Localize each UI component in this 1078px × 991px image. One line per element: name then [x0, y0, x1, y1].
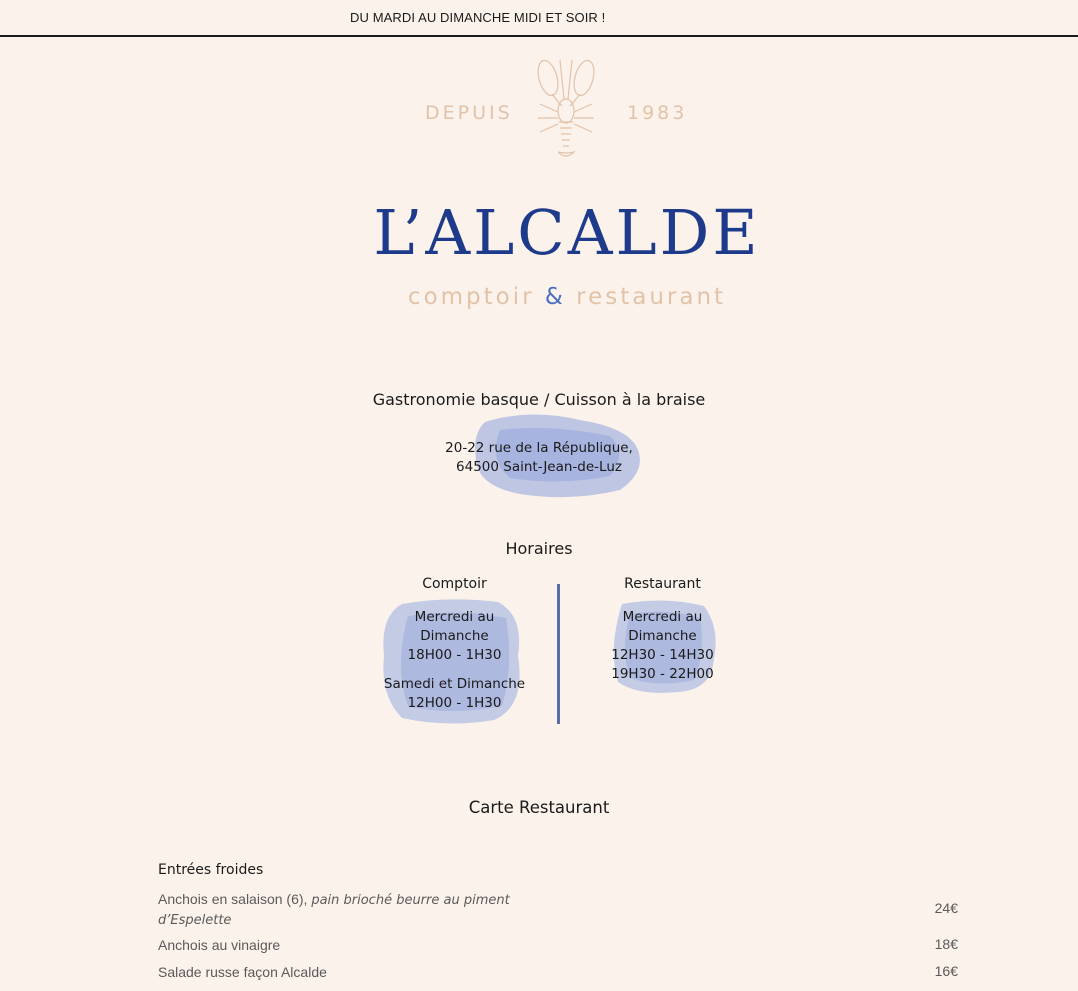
comptoir-line-3: 18H00 - 1H30 — [407, 647, 502, 663]
tagline-restaurant: restaurant — [576, 284, 727, 310]
menu-item-price: 16€ — [934, 963, 958, 979]
menu-item-name-block — [158, 963, 518, 982]
since-word: DEPUIS — [425, 102, 513, 124]
address-line-1: 20-22 rue de la République, — [445, 440, 633, 456]
announcement-text: DU MARDI AU DIMANCHE MIDI ET SOIR ! — [350, 10, 606, 25]
comptoir-line-1: Mercredi au — [414, 609, 495, 625]
menu-item-name: Anchois au vinaigre — [158, 937, 281, 953]
tagline-comptoir: comptoir — [407, 284, 535, 310]
menu-item-name-block — [158, 936, 518, 955]
restaurant-hours — [580, 575, 745, 684]
cuisine-subtitle: Gastronomie basque / Cuisson à la braise — [372, 390, 706, 409]
tagline-ampersand: & — [544, 284, 566, 310]
restaurant-line-4: 19H30 - 22H00 — [611, 666, 714, 682]
hours-divider — [557, 584, 560, 724]
restaurant-line-3: 12H30 - 14H30 — [611, 647, 714, 663]
comptoir-line-5: 12H00 - 1H30 — [407, 695, 502, 711]
menu-item-name: Anchois en salaison (6), — [158, 891, 308, 907]
hours-heading: Horaires — [505, 539, 573, 558]
address-block — [0, 439, 1078, 477]
restaurant-title: Restaurant — [624, 576, 701, 592]
comptoir-line-2: Dimanche — [420, 628, 489, 644]
restaurant-tagline — [28, 284, 1078, 310]
menu-heading: Carte Restaurant — [468, 798, 610, 817]
menu-item-price: 24€ — [934, 900, 958, 916]
restaurant-logo-name: L’ALCALDE — [373, 196, 761, 269]
top-announcement-bar — [0, 0, 1078, 37]
comptoir-hours — [372, 575, 537, 713]
comptoir-line-4: Samedi et Dimanche — [383, 676, 526, 692]
menu-item-name-block — [158, 890, 518, 930]
lobster-illustration-icon — [526, 56, 606, 166]
menu-item-name: Salade russe façon Alcalde — [158, 964, 327, 980]
menu-item-detail: pain brioché beurre au piment d’Espelette — [158, 893, 510, 928]
comptoir-title: Comptoir — [422, 576, 487, 592]
restaurant-line-2: Dimanche — [628, 628, 697, 644]
menu-item-price: 18€ — [934, 936, 958, 952]
restaurant-line-1: Mercredi au — [622, 609, 703, 625]
address-line-2: 64500 Saint-Jean-de-Luz — [456, 459, 622, 475]
since-year: 1983 — [627, 102, 688, 124]
menu-section-title: Entrées froides — [158, 862, 264, 878]
